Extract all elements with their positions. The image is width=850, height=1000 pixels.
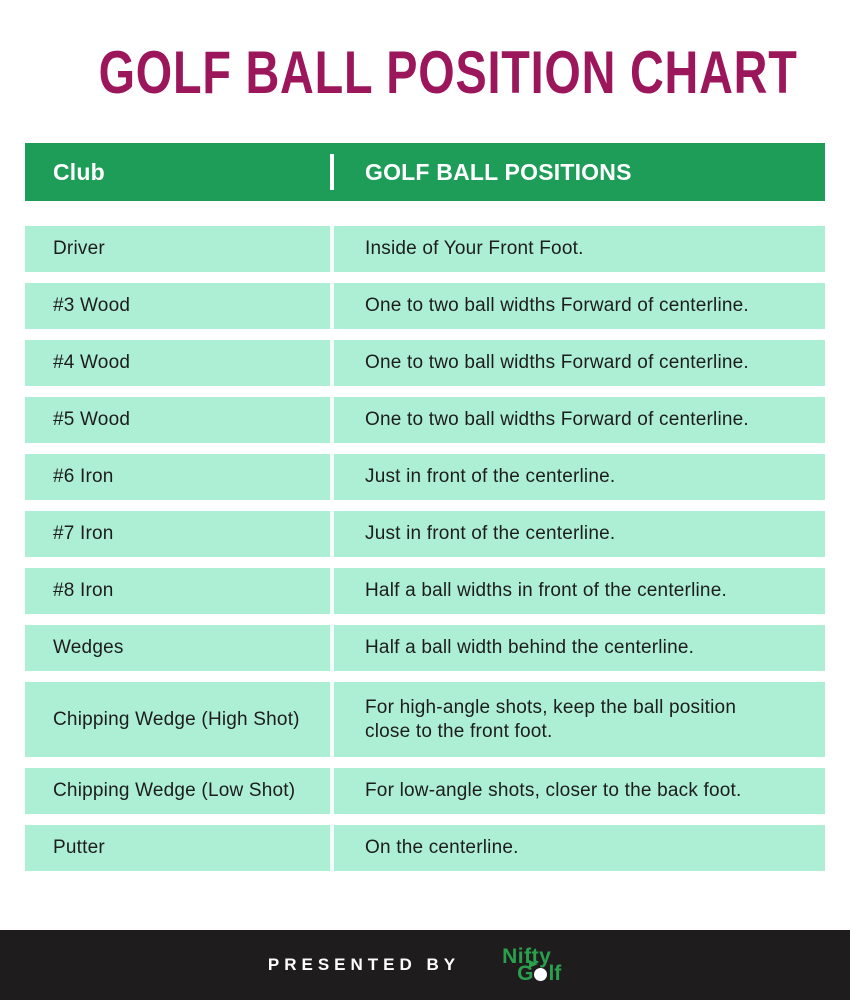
club-cell: Chipping Wedge (High Shot)	[53, 708, 300, 730]
position-cell: On the centerline.	[365, 837, 519, 859]
logo-letter-g: G	[517, 962, 534, 985]
position-cell: Just in front of the centerline.	[365, 466, 616, 488]
club-cell: #4 Wood	[53, 352, 131, 373]
logo-text-golf	[517, 963, 582, 984]
logo-text-nifty: Nifty	[502, 945, 552, 968]
title-area	[0, 0, 850, 106]
club-cell: #6 Iron	[53, 466, 114, 487]
position-cell: One to two ball widths Forward of centerline.	[365, 295, 749, 317]
table-row	[25, 283, 825, 329]
table-row	[25, 825, 825, 871]
footer	[0, 930, 850, 1000]
table-header-row	[25, 143, 825, 201]
club-cell: #3 Wood	[53, 295, 131, 316]
golf-ball-icon	[534, 968, 547, 981]
club-cell: #8 Iron	[53, 580, 114, 601]
position-cell: Just in front of the centerline.	[365, 523, 616, 545]
position-cell: For high-angle shots, keep the ball position close to the front foot.	[365, 696, 737, 742]
table-row	[25, 625, 825, 671]
table-row	[25, 511, 825, 557]
position-cell: For low-angle shots, closer to the back foot.	[365, 780, 742, 802]
position-cell: Half a ball width behind the centerline.	[365, 637, 695, 659]
club-cell: Chipping Wedge (Low Shot)	[53, 780, 296, 801]
club-cell: Driver	[53, 238, 105, 259]
table-row	[25, 768, 825, 814]
logo-letters-lf: lf	[548, 962, 562, 985]
club-cell: #7 Iron	[53, 523, 114, 544]
page-title: GOLF BALL POSITION CHART	[98, 39, 798, 106]
position-cell: Half a ball widths in front of the centerline.	[365, 580, 727, 602]
club-cell: Putter	[53, 837, 105, 858]
table-row	[25, 682, 825, 757]
table-row	[25, 568, 825, 614]
header-positions: GOLF BALL POSITIONS	[365, 158, 632, 185]
club-cell: #5 Wood	[53, 409, 131, 430]
club-cell: Wedges	[53, 637, 124, 658]
golf-flag-icon	[529, 960, 538, 968]
position-cell: One to two ball widths Forward of centerline.	[365, 409, 749, 431]
position-cell: One to two ball widths Forward of centerline.	[365, 352, 749, 374]
position-cell: Inside of Your Front Foot.	[365, 238, 584, 260]
table-row	[25, 226, 825, 272]
table-row	[25, 340, 825, 386]
header-club: Club	[53, 158, 105, 185]
table-row	[25, 397, 825, 443]
nifty-golf-logo	[502, 946, 582, 984]
ball-position-table	[25, 143, 825, 871]
presented-by-label: PRESENTED BY	[267, 955, 461, 974]
table-row	[25, 454, 825, 500]
